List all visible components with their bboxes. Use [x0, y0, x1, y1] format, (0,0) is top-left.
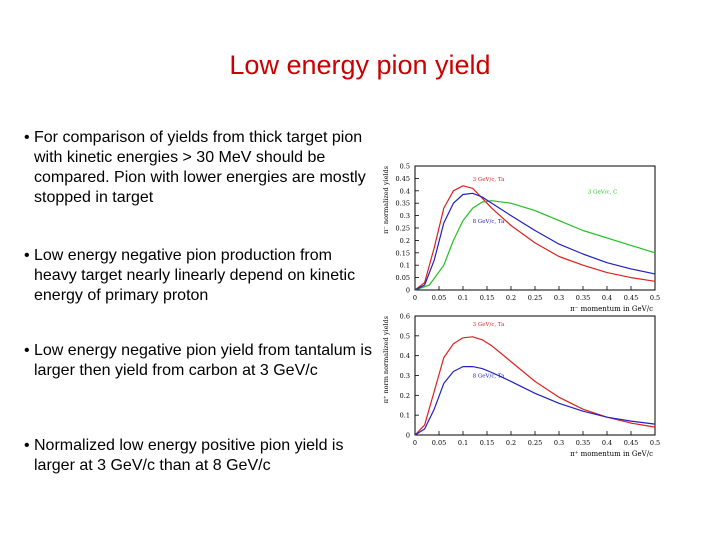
series-line — [415, 201, 655, 290]
bullet-dot: • — [24, 247, 30, 264]
x-tick-label: 0.5 — [649, 439, 660, 447]
y-tick-label: 0.25 — [395, 224, 410, 233]
x-tick-label: 0.5 — [649, 294, 660, 302]
slide-title: Low energy pion yield — [229, 50, 491, 80]
y-tick-label: 0.4 — [399, 187, 410, 196]
series-line — [415, 367, 655, 435]
y-tick-label: 0.1 — [399, 261, 410, 270]
y-tick-label: 0.5 — [399, 162, 410, 171]
bullet-text: Low energy negative pion production from heavy target nearly linearly depend on kinetic energy of primary proton — [34, 247, 356, 304]
chart-pi-minus-yields — [370, 160, 660, 320]
x-tick-label: 0 — [412, 439, 418, 447]
series-annotation: 3 GeV/c, C — [587, 189, 618, 196]
x-axis-label: π⁺ momentum in GeV/c — [570, 450, 653, 458]
y-tick-label: 0.2 — [399, 391, 410, 400]
y-axis-label: π⁺ norm normalized yields — [382, 316, 390, 404]
bullet-dot: • — [24, 129, 30, 146]
x-tick-label: 0.4 — [601, 294, 613, 302]
x-tick-label: 0.35 — [575, 439, 591, 447]
x-tick-label: 0.05 — [431, 294, 447, 302]
x-tick-label: 0.2 — [505, 294, 517, 302]
y-tick-label: 0.15 — [395, 249, 410, 258]
x-tick-label: 0.3 — [553, 294, 565, 302]
bullet-text: Low energy negative pion yield from tantalum is larger then yield from carbon at 3 GeV/c — [34, 342, 372, 379]
series-line — [415, 337, 655, 435]
y-tick-label: 0.4 — [399, 352, 410, 361]
y-tick-label: 0.2 — [399, 236, 410, 245]
x-tick-label: 0.15 — [479, 294, 495, 302]
x-tick-label: 0.45 — [623, 294, 639, 302]
bullet-text: Normalized low energy positive pion yield is larger at 3 GeV/c than at 8 GeV/c — [34, 437, 344, 474]
y-tick-label: 0.3 — [399, 372, 410, 380]
chart-pi-plus-yields — [370, 308, 660, 468]
series-line — [415, 186, 655, 290]
series-annotation: 8 GeV/c, Ta — [472, 373, 505, 380]
x-tick-label: 0.1 — [457, 294, 469, 302]
y-tick-label: 0.1 — [399, 411, 410, 420]
series-annotation: 8 GeV/c, Ta — [472, 219, 505, 226]
y-tick-label: 0.35 — [395, 199, 410, 208]
x-tick-label: 0.25 — [527, 439, 543, 447]
bullet-dot: • — [24, 342, 30, 359]
x-tick-label: 0.15 — [479, 439, 495, 447]
y-tick-label: 0.6 — [399, 312, 410, 321]
x-tick-label: 0 — [412, 294, 418, 302]
x-tick-label: 0.4 — [601, 439, 613, 447]
x-tick-label: 0.05 — [431, 439, 447, 447]
y-tick-label: 0.45 — [395, 174, 410, 183]
x-tick-label: 0.3 — [553, 439, 565, 447]
x-tick-label: 0.1 — [457, 439, 469, 447]
x-axis-label: π⁻ momentum in GeV/c — [570, 305, 653, 313]
y-tick-label: 0 — [405, 431, 410, 440]
plot-frame — [415, 166, 655, 290]
y-axis-label: π⁻ normalized yields — [382, 166, 390, 234]
bullet-dot: • — [24, 437, 30, 454]
series-annotation: 3 GeV/c, Ta — [472, 321, 505, 328]
y-tick-label: 0.05 — [395, 274, 410, 283]
y-tick-label: 0 — [405, 286, 410, 295]
y-tick-label: 0.5 — [399, 332, 410, 341]
plot-frame — [415, 316, 655, 435]
x-tick-label: 0.25 — [527, 294, 543, 302]
x-tick-label: 0.45 — [623, 439, 639, 447]
x-tick-label: 0.2 — [505, 439, 517, 447]
y-tick-label: 0.3 — [399, 212, 410, 221]
x-tick-label: 0.35 — [575, 294, 591, 302]
bullet-text: For comparison of yields from thick target pion with kinetic energies > 30 MeV should be compared. Pion with lower energies are mostly stopped in target — [34, 129, 366, 206]
series-annotation: 3 GeV/c, Ta — [472, 176, 505, 183]
